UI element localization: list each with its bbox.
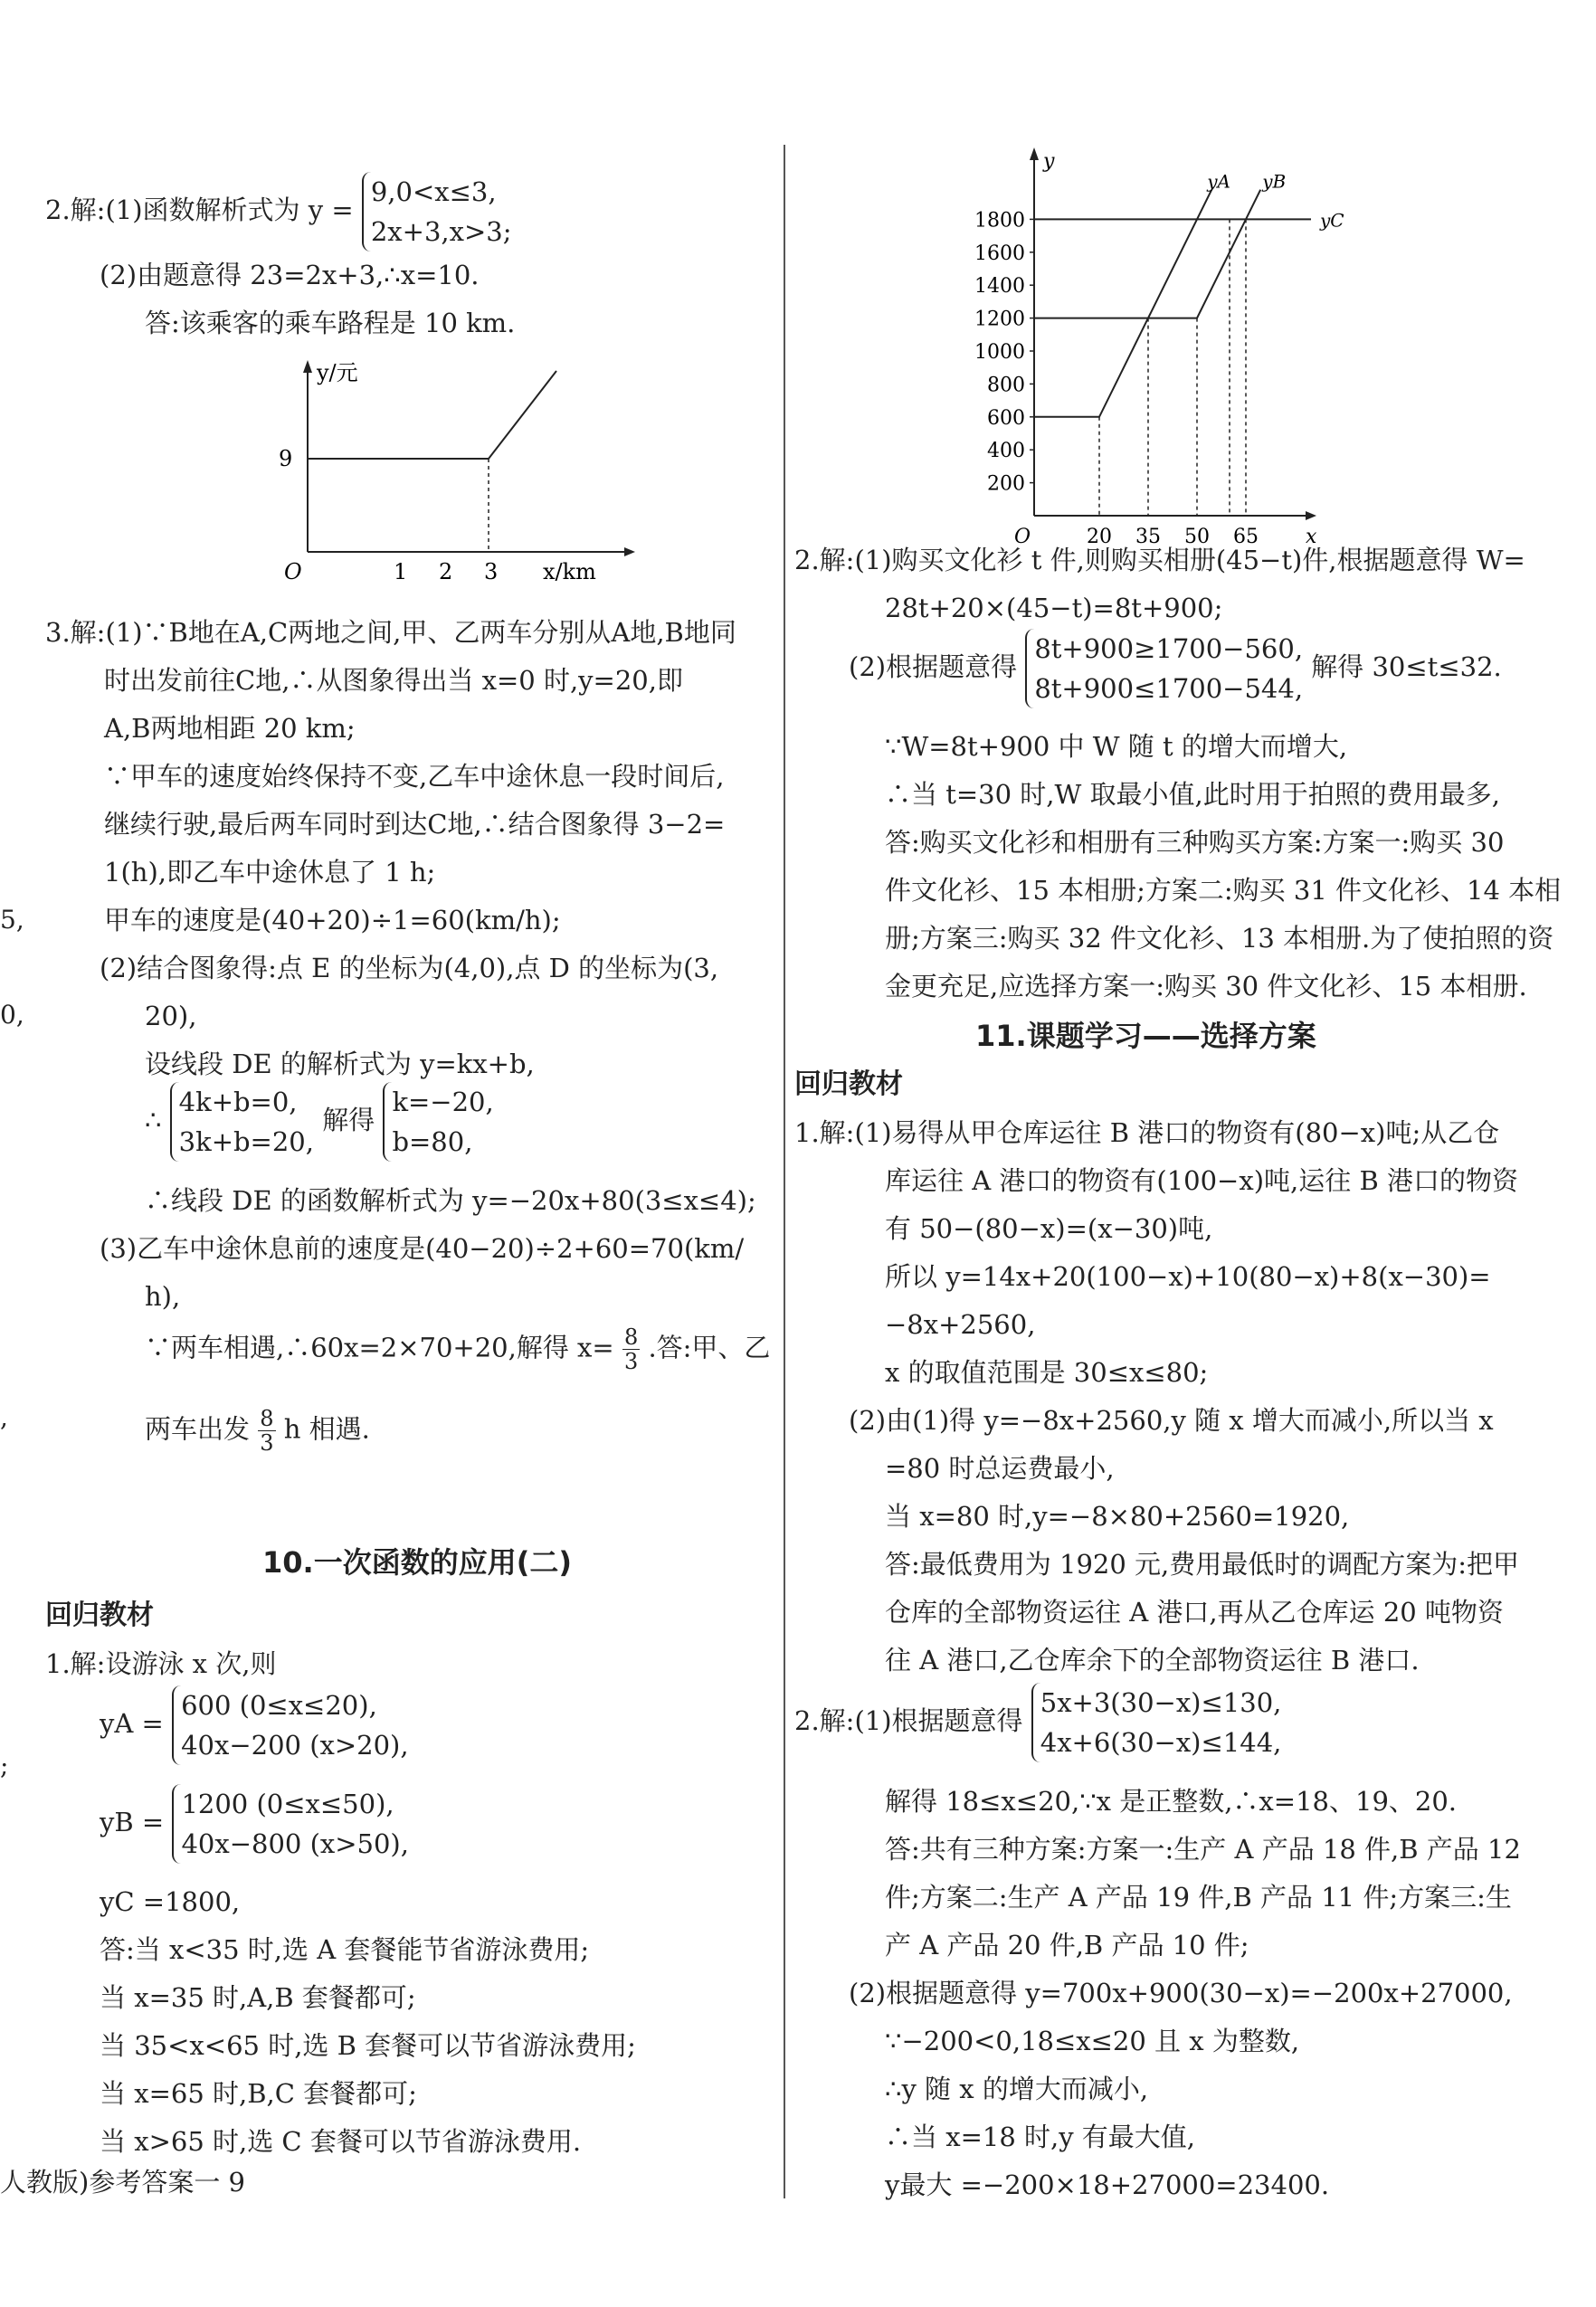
r-p2-l2: 28t+20×(45−t)=8t+900; xyxy=(885,593,1223,623)
x-tick-label: 35 xyxy=(1135,526,1161,548)
line-ya-label: yA xyxy=(1207,170,1230,193)
r-p2-l1: 2.解:(1)购买文化衫 t 件,则购买相册(45−t)件,根据题意得 W= xyxy=(794,545,1525,575)
s10-a1: 答:当 x<35 时,选 A 套餐能节省游泳费用; xyxy=(100,1934,590,1965)
p3-l7: 甲车的速度是(40+20)÷1=60(km/h); xyxy=(104,905,561,935)
p3-l14: h), xyxy=(145,1281,181,1312)
s10-a5: 当 x>65 时,选 C 套餐可以节省游泳费用. xyxy=(100,2126,582,2157)
r-p2-l9: 金更充足,应选择方案一:购买 30 件文化衫、15 本相册. xyxy=(885,971,1527,1002)
y-tick-label: 400 xyxy=(987,440,1025,463)
s11-l2: 库运往 A 港口的物资有(100−x)吨,运往 B 港口的物资 xyxy=(885,1165,1518,1196)
s11-l15: 答:共有三种方案:方案一:生产 A 产品 18 件,B 产品 12 xyxy=(885,1834,1521,1865)
r-p2-l3: (2)根据题意得 8t+900≥1700−560, 8t+900≤1700−544, 解得 30≤t≤32. xyxy=(849,629,1502,708)
yb-brace: 1200 (0≤x≤50), 40x−800 (x>50), xyxy=(172,1784,409,1864)
s11-l22: y最大 =−200×18+27000=23400. xyxy=(885,2169,1330,2200)
s11-l17: 产 A 产品 20 件,B 产品 10 件; xyxy=(885,1930,1249,1960)
origin-label: O xyxy=(284,559,302,584)
x-tick-label: 65 xyxy=(1233,526,1259,548)
edge-fragment: , xyxy=(0,1402,8,1432)
p3-l6: 1(h),即乙车中途休息了 1 h; xyxy=(104,857,436,888)
s11-l12: 往 A 港口,乙仓库余下的全部物资运往 B 港口. xyxy=(885,1645,1420,1676)
s11-l5: −8x+2560, xyxy=(885,1309,1036,1340)
s11-l1: 1.解:(1)易得从甲仓库运往 B 港口的物资有(80−x)吨;从乙仓 xyxy=(794,1117,1500,1148)
s11-l3: 有 50−(80−x)=(x−30)吨, xyxy=(885,1213,1213,1244)
x-tick-label: 50 xyxy=(1184,526,1210,548)
s10-a2: 当 x=35 时,A,B 套餐都可; xyxy=(100,1982,416,2013)
p3-l3: A,B两地相距 20 km; xyxy=(104,713,356,744)
graph-plot xyxy=(974,147,1344,548)
solution-brace: k=−20, b=80, xyxy=(383,1082,493,1162)
edge-fragment: ; xyxy=(0,1751,9,1780)
y-tick-label: 200 xyxy=(987,472,1025,496)
y-axis-label: y/元 xyxy=(317,360,358,385)
ya-brace: 600 (0≤x≤20), 40x−200 (x>20), xyxy=(172,1685,409,1765)
p3-l15: ∵两车相遇,∴60x=2×70+20,解得 x= $\frac{8}{3}$ .答:甲、乙 xyxy=(145,1324,771,1374)
line-ya xyxy=(1034,190,1211,417)
problem-2-answer: 答:该乘客的乘车路程是 10 km. xyxy=(145,308,516,338)
p3-l8: (2)结合图象得:点 E 的坐标为(4,0),点 D 的坐标为(3, xyxy=(100,953,719,983)
swim-cost-graph xyxy=(957,145,1344,548)
p3-l5: 继续行驶,最后两车同时到达C地,∴结合图象得 3−2= xyxy=(104,809,726,840)
y-axis-arrow xyxy=(303,360,312,373)
p3-l16: 两车出发 $\frac{8}{3}$ h 相遇. xyxy=(145,1406,370,1456)
r-p2-l8: 册;方案三:购买 32 件文化衫、13 本相册.为了使拍照的资 xyxy=(885,923,1554,954)
p3-l4: ∵甲车的速度始终保持不变,乙车中途休息一段时间后, xyxy=(104,761,725,792)
y-axis-arrow xyxy=(1030,147,1039,160)
y-tick-label: 800 xyxy=(987,374,1025,397)
p3-l2: 时出发前往C地,∴从图象得出当 x=0 时,y=20,即 xyxy=(104,665,683,696)
x-axis-arrow xyxy=(1306,511,1316,520)
x-axis-label: x xyxy=(1306,526,1317,548)
fraction: $\frac{8}{3}$ xyxy=(623,1324,639,1374)
p3-l11: ∴ 4k+b=0, 3k+b=20, 解得 k=−20, b=80, xyxy=(145,1082,494,1162)
p3-l12: ∴线段 DE 的函数解析式为 y=−20x+80(3≤x≤4); xyxy=(145,1185,756,1216)
system-brace: 4k+b=0, 3k+b=20, xyxy=(170,1082,314,1162)
s11-l13: 2.解:(1)根据题意得 5x+3(30−x)≤130, 4x+6(30−x)≤144, xyxy=(794,1683,1281,1762)
column-divider xyxy=(784,145,785,2198)
fraction: $\frac{8}{3}$ xyxy=(260,1406,274,1456)
yb-definition: yB = 1200 (0≤x≤50), 40x−800 (x>50), xyxy=(100,1784,409,1864)
section-10-subtitle: 回归教材 xyxy=(45,1600,154,1631)
y-tick-label: 600 xyxy=(987,406,1025,430)
yc-definition: yC =1800, xyxy=(100,1886,241,1917)
section-11-subtitle: 回归教材 xyxy=(794,1068,903,1100)
edge-fragment: 5, xyxy=(0,905,24,935)
line-yc-label: yC xyxy=(1320,209,1344,232)
s11-l16: 件;方案二:生产 A 产品 19 件,B 产品 11 件;方案三:生 xyxy=(885,1882,1512,1913)
y-tick-label: 1000 xyxy=(974,341,1025,364)
y-tick-9: 9 xyxy=(279,446,293,471)
section-10-title: 10.一次函数的应用(二) xyxy=(262,1545,572,1580)
s11-l6: x 的取值范围是 30≤x≤80; xyxy=(885,1357,1209,1388)
s11-l8: =80 时总运费最小, xyxy=(885,1453,1115,1484)
problem-2-line-1: 2.解:(1)函数解析式为 y = 9,0<x≤3, 2x+3,x>3; xyxy=(45,172,512,252)
y-axis-label: y xyxy=(1043,150,1055,173)
s10-a3: 当 35<x<65 时,选 B 套餐可以节省游泳费用; xyxy=(100,2030,636,2061)
s10-l1: 1.解:设游泳 x 次,则 xyxy=(45,1648,277,1679)
r-p2-l6: 答:购买文化衫和相册有三种购买方案:方案一:购买 30 xyxy=(885,827,1505,858)
y-tick-label: 1600 xyxy=(974,242,1025,265)
s11-l14: 解得 18≤x≤20,∵x 是正整数,∴x=18、19、20. xyxy=(885,1786,1458,1817)
s10-a4: 当 x=65 时,B,C 套餐都可; xyxy=(100,2078,417,2109)
inequality-brace: 8t+900≥1700−560, 8t+900≤1700−544, xyxy=(1025,629,1303,708)
s11-l19: ∵−200<0,18≤x≤20 且 x 为整数, xyxy=(885,2026,1300,2056)
problem-2-line-2: (2)由题意得 23=2x+3,∴x=10. xyxy=(100,260,480,290)
s11-l9: 当 x=80 时,y=−8×80+2560=1920, xyxy=(885,1501,1350,1532)
x-tick-1: 1 xyxy=(394,559,408,584)
x-tick-3: 3 xyxy=(484,559,499,584)
x-tick-2: 2 xyxy=(439,559,453,584)
y-tick-label: 1400 xyxy=(974,275,1025,299)
ya-definition: yA = 600 (0≤x≤20), 40x−200 (x>20), xyxy=(100,1685,409,1765)
s11-l10: 答:最低费用为 1920 元,费用最低时的调配方案为:把甲 xyxy=(885,1549,1519,1580)
x-axis-label: x/km xyxy=(543,559,596,584)
line-yb xyxy=(1034,190,1260,318)
s11-l20: ∴y 随 x 的增大而减小, xyxy=(885,2074,1149,2104)
p3-l9: 20), xyxy=(145,1001,197,1031)
p3-l1: 3.解:(1)∵B地在A,C两地之间,甲、乙两车分别从A地,B地同 xyxy=(45,617,736,648)
p3-l10: 设线段 DE 的解析式为 y=kx+b, xyxy=(145,1049,535,1079)
r-p2-l5: ∴当 t=30 时,W 取最小值,此时用于拍照的费用最多, xyxy=(885,779,1500,810)
s11-l18: (2)根据题意得 y=700x+900(30−x)=−200x+27000, xyxy=(849,1978,1513,2008)
s11-l4: 所以 y=14x+20(100−x)+10(80−x)+8(x−30)= xyxy=(885,1261,1491,1292)
s11-l21: ∴当 x=18 时,y 有最大值, xyxy=(885,2122,1196,2152)
rising-segment xyxy=(489,371,556,459)
x-axis-arrow xyxy=(624,547,635,556)
y-tick-label: 1200 xyxy=(974,308,1025,331)
r-p2-l4: ∵W=8t+900 中 W 随 t 的增大而增大, xyxy=(885,731,1348,762)
r-p2-l7: 件文化衫、15 本相册;方案二:购买 31 件文化衫、14 本相 xyxy=(885,875,1562,906)
origin-label: O xyxy=(1014,526,1031,548)
line-yb-label: yB xyxy=(1262,170,1287,193)
p3-l13: (3)乙车中途休息前的速度是(40−20)÷2+60=70(km/ xyxy=(100,1233,745,1264)
s11-l11: 仓库的全部物资运往 A 港口,再从乙仓库运 20 吨物资 xyxy=(885,1597,1504,1628)
s11-l7: (2)由(1)得 y=−8x+2560,y 随 x 增大而减小,所以当 x xyxy=(849,1405,1494,1436)
section-11-title: 11.课题学习——选择方案 xyxy=(975,1019,1316,1053)
x-tick-label: 20 xyxy=(1087,526,1112,548)
constraint-brace: 5x+3(30−x)≤130, 4x+6(30−x)≤144, xyxy=(1031,1683,1282,1762)
edge-fragment: 0, xyxy=(0,1000,24,1030)
piecewise-brace: 9,0<x≤3, 2x+3,x>3; xyxy=(362,172,512,252)
y-tick-label: 1800 xyxy=(974,209,1025,233)
page-footer: 人教版)参考答案一 9 xyxy=(0,2167,245,2198)
fare-graph xyxy=(262,353,642,584)
